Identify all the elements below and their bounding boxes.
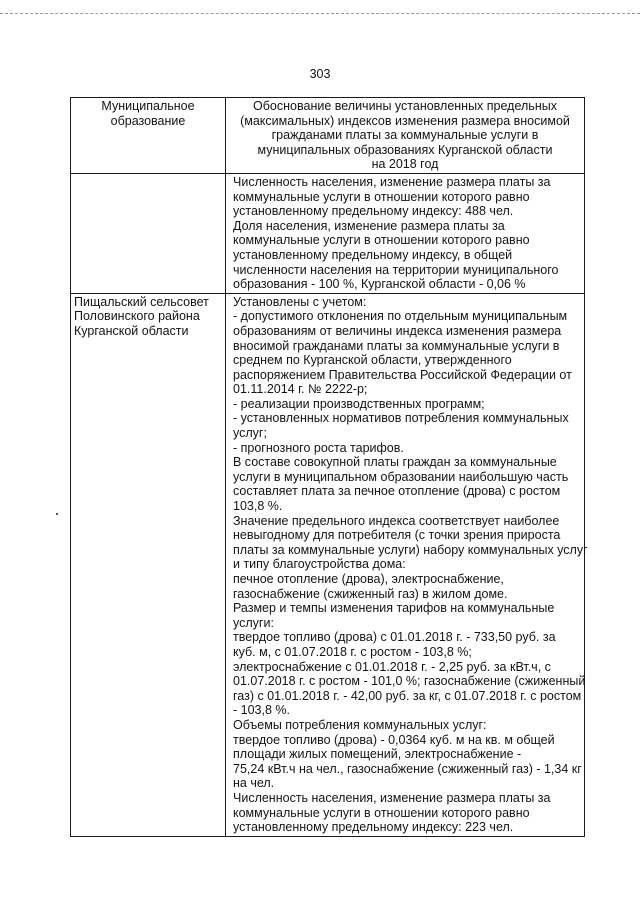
text-line: распоряжением Правительства Российской Федерации от <box>233 367 572 382</box>
text-line: составляет плата за печное отопление (дрова) с ростом <box>233 484 561 499</box>
top-border-rule <box>0 13 640 14</box>
text-line: Значение предельного индекса соответствует наиболее <box>233 513 560 528</box>
text-line: Половинского района <box>74 309 200 324</box>
text-line: образование <box>110 113 186 128</box>
text-line: Муниципальное <box>101 99 195 113</box>
text-line: коммунальные услуги в отношении которого равно <box>233 805 530 820</box>
text-line: Размер и темпы изменения тарифов на коммунальные <box>233 601 555 616</box>
row1-justification-cell <box>226 173 585 293</box>
text-line: Установлены с учетом: <box>233 294 367 309</box>
text-line: - допустимого отклонения по отдельным муниципальным <box>233 309 568 324</box>
text-line: образованиям от величины индекса изменения размера <box>233 323 562 338</box>
text-line: среднем по Курганской области, утвержденного <box>233 353 512 368</box>
text-line: на 2018 год <box>371 157 439 172</box>
text-line: печное отопление (дрова), электроснабжение, <box>233 572 504 586</box>
text-line: услуги в муниципальном образовании наибольшую часть <box>233 469 569 484</box>
text-line: твердое топливо (дрова) - 0,0364 куб. м на кв. м общей <box>233 732 555 747</box>
text-line: 01.07.2018 г. с ростом - 101,0 %; газоснабжение (сжиженный <box>233 674 586 689</box>
row2-municipality-cell <box>71 293 226 836</box>
text-line: Численность населения, изменение размера платы за <box>233 174 551 189</box>
text-line: образования - 100 %, Курганской области - 0,06 % <box>233 277 526 292</box>
text-line: Доля населения, изменение размера платы за <box>233 218 505 233</box>
text-line: гражданами платы за коммунальные услуги в <box>271 128 539 143</box>
text-line: куб. м, с 01.07.2018 г. с ростом - 103,8 %; <box>233 644 472 659</box>
text-line: установленному предельному индексу: 223 чел. <box>233 820 514 835</box>
tariff-justification-table <box>70 97 588 837</box>
text-line: муниципальных образованиях Курганской области <box>257 142 553 157</box>
text-line: - 103,8 %. <box>233 703 290 718</box>
text-line: (максимальных) индексов изменения размера вносимой <box>240 113 570 128</box>
text-line: коммунальные услуги в отношении которого равно <box>233 233 530 248</box>
text-line: Обоснование величины установленных предельных <box>253 99 557 113</box>
text-line: Объемы потребления коммунальных услуг: <box>233 717 487 732</box>
text-line: коммунальные услуги в отношении которого равно <box>233 189 530 204</box>
text-line: платы за коммунальные услуги) набору коммунальных услуг <box>233 542 588 557</box>
text-line: электроснабжение с 01.01.2018 г. - 2,25 руб. за кВт.ч, с <box>233 659 551 674</box>
table-row <box>71 173 585 293</box>
text-line: 01.11.2014 г. № 2222-р; <box>233 382 368 397</box>
text-line: на чел. <box>233 776 275 791</box>
table-row <box>71 293 585 836</box>
page-number: 303 <box>309 67 331 81</box>
text-line: газоснабжение (сжиженный газ) в жилом доме. <box>233 586 508 601</box>
text-line: 103,8 %. <box>233 499 283 514</box>
scan-speck <box>56 513 58 515</box>
text-line: вносимой гражданами платы за коммунальные услуги в <box>233 338 560 353</box>
text-line: Курганской области <box>74 323 189 338</box>
text-line: численности населения на территории муниципального <box>233 262 559 277</box>
text-line: установленному предельному индексу, в общей <box>233 247 513 262</box>
text-line: Численность населения, изменение размера платы за <box>233 790 551 805</box>
header-justification <box>226 98 585 174</box>
text-line: твердое топливо (дрова) с 01.01.2018 г. - 733,50 руб. за <box>233 630 556 645</box>
text-line: услуги: <box>233 615 274 630</box>
text-line: Пищальский сельсовет <box>74 294 209 309</box>
text-line: газ) с 01.01.2018 г. - 42,00 руб. за кг, с 01.07.2018 г. с ростом <box>233 688 582 703</box>
text-line: установленному предельному индексу: 488 чел. <box>233 204 514 219</box>
text-line: - установленных нормативов потребления коммунальных <box>233 411 569 426</box>
header-municipality <box>71 98 226 174</box>
row1-municipality-cell <box>71 173 226 293</box>
text-line: - прогнозного роста тарифов. <box>233 440 404 455</box>
text-line: - реализации производственных программ; <box>233 396 485 411</box>
row2-justification-cell <box>226 293 588 836</box>
text-line: площади жилых помещений, электроснабжение - <box>233 747 522 762</box>
text-line: 75,24 кВт.ч на чел., газоснабжение (сжиженный газ) - 1,34 кг <box>233 761 582 776</box>
table-header-row <box>71 98 585 174</box>
text-line: В составе совокупной платы граждан за коммунальные <box>233 455 557 470</box>
text-line: услуг; <box>233 426 267 441</box>
text-line: и типу благоустройства дома: <box>233 557 406 572</box>
text-line: невыгодному для потребителя (с точки зрения прироста <box>233 528 561 543</box>
